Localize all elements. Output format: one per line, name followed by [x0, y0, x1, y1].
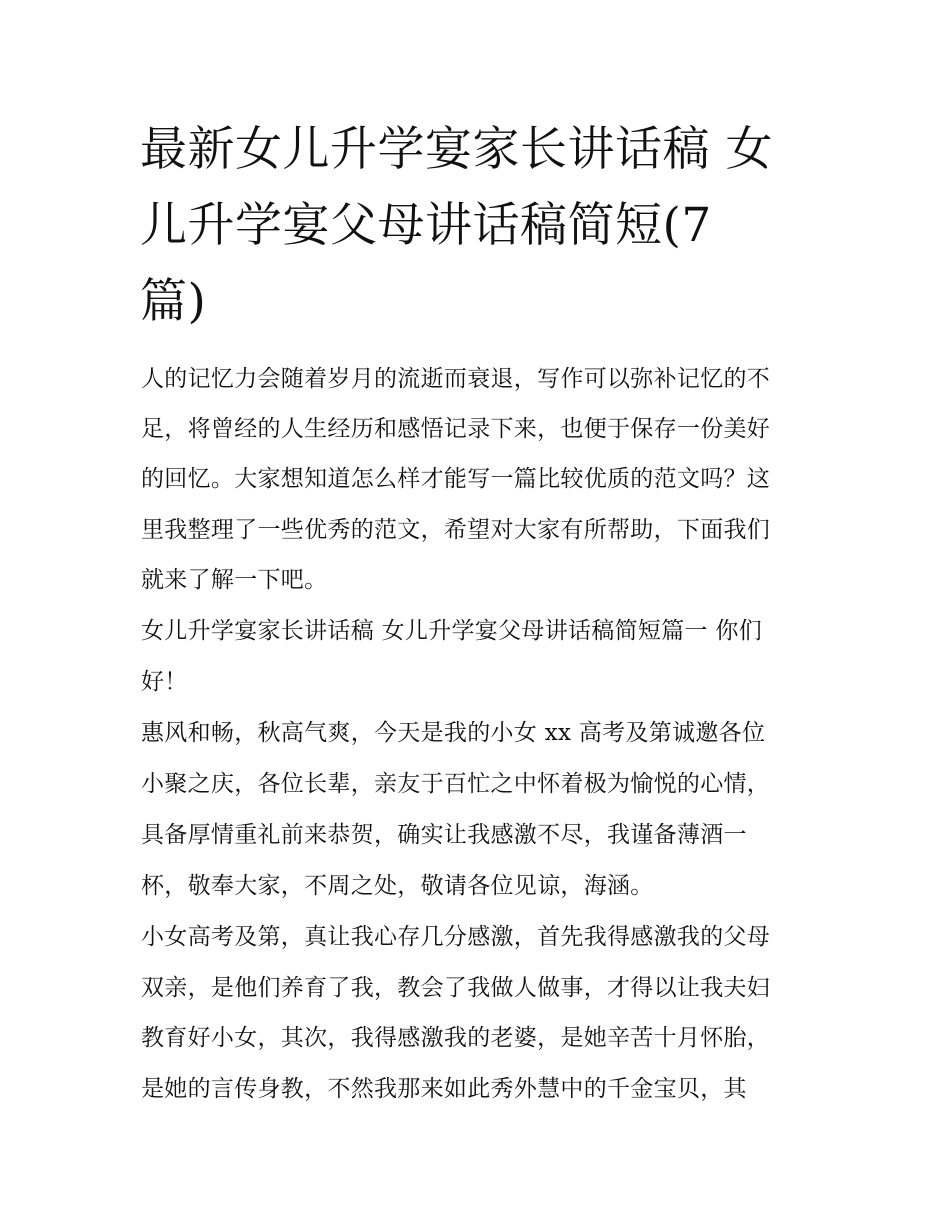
- body-text-line: 就来了解一下吧。: [141, 567, 328, 593]
- body-text-line: 足，将曾经的人生经历和感悟记录下来，也便于保存一份美好: [141, 416, 771, 442]
- body-text-line: 双亲，是他们养育了我，教会了我做人做事，才得以让我夫妇: [141, 975, 771, 1001]
- body-text-line: 杯，敬奉大家，不周之处，敬请各位见谅，海涵。: [141, 873, 654, 899]
- title-line: 最新女儿升学宴家长讲话稿 女: [140, 122, 773, 177]
- title-line: 儿升学宴父母讲话稿简短(7: [140, 198, 712, 253]
- body-text-line: 人的记忆力会随着岁月的流逝而衰退，写作可以弥补记忆的不: [141, 366, 771, 392]
- body-text-line: 是她的言传身教，不然我那来如此秀外慧中的千金宝贝，其: [141, 1076, 747, 1102]
- body-text-line: 惠风和畅，秋高气爽，今天是我的小女 xx 高考及第诚邀各位: [141, 720, 766, 746]
- body-text-line: 里我整理了一些优秀的范文，希望对大家有所帮助，下面我们: [141, 517, 771, 543]
- document-title: [140, 112, 820, 340]
- body-text-line: 具备厚情重礼前来恭贺，确实让我感激不尽，我谨备薄酒一: [141, 822, 747, 848]
- body-text-line: 女儿升学宴家长讲话稿 女儿升学宴父母讲话稿简短篇一 你们: [141, 618, 763, 644]
- body-text-line: 的回忆。大家想知道怎么样才能写一篇比较优质的范文吗？这: [141, 466, 771, 492]
- body-text-line: 教育好小女，其次，我得感激我的老婆，是她辛苦十月怀胎，: [141, 1025, 771, 1051]
- body-text-line: 小女高考及第，真让我心存几分感激，首先我得感激我的父母: [141, 924, 771, 950]
- body-text-line: 好！: [141, 669, 188, 695]
- body-text-line: 小聚之庆，各位长辈，亲友于百忙之中怀着极为愉悦的心情，: [141, 771, 771, 797]
- title-line: 篇): [140, 274, 207, 329]
